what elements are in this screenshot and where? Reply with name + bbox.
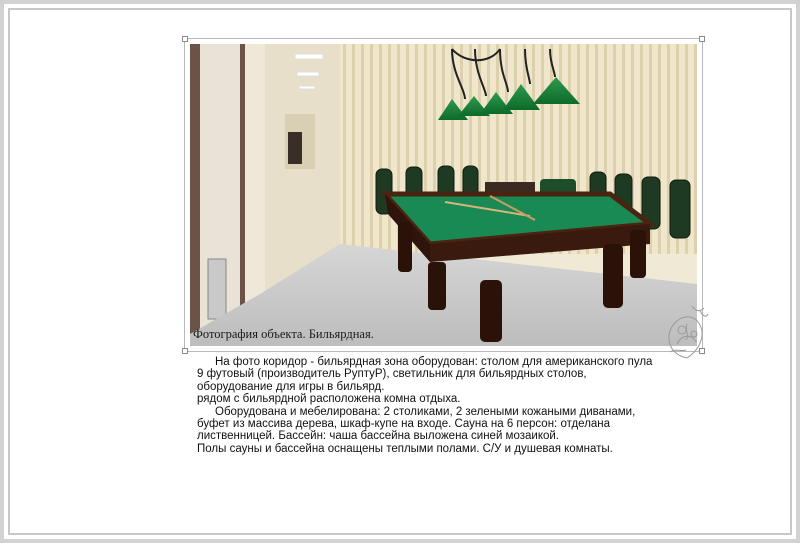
resize-handle-top-left[interactable]: [182, 36, 188, 42]
resize-handle-top-right[interactable]: [699, 36, 705, 42]
floral-ornament-icon: [662, 304, 712, 360]
description-line: 9 футовый (производитель РуптуР), светильник для бильярдных столов,: [197, 368, 587, 381]
description-line: Оборудована и мебелирована: 2 столиками, 2 зелеными кожаными диванами,: [215, 405, 636, 418]
billiard-room-illustration: [190, 44, 697, 346]
description-line: оборудование для игры в бильярд.: [197, 380, 385, 393]
description-line: лиственницей. Бассейн: чаша бассейна выложена синей мозаикой.: [197, 430, 559, 443]
billiard-room-photo: [190, 44, 697, 346]
description-line: На фото коридор - бильярдная зона оборудован: столом для американского пула: [215, 356, 653, 368]
description-line: буфет из массива дерева, шкаф-купе на входе. Сауна на 6 персон: отделана: [197, 418, 611, 431]
photo-caption: Фотография объекта. Бильярдная.: [193, 327, 374, 341]
description-line: рядом с бильярдной расположена комна отдыха.: [197, 393, 461, 406]
photo-frame[interactable]: [184, 38, 703, 352]
description-text: [197, 356, 677, 455]
description-line: Полы сауны и бассейна оснащены теплыми полами. С/У и душевая комнаты.: [197, 442, 613, 455]
resize-handle-bottom-left[interactable]: [182, 348, 188, 354]
